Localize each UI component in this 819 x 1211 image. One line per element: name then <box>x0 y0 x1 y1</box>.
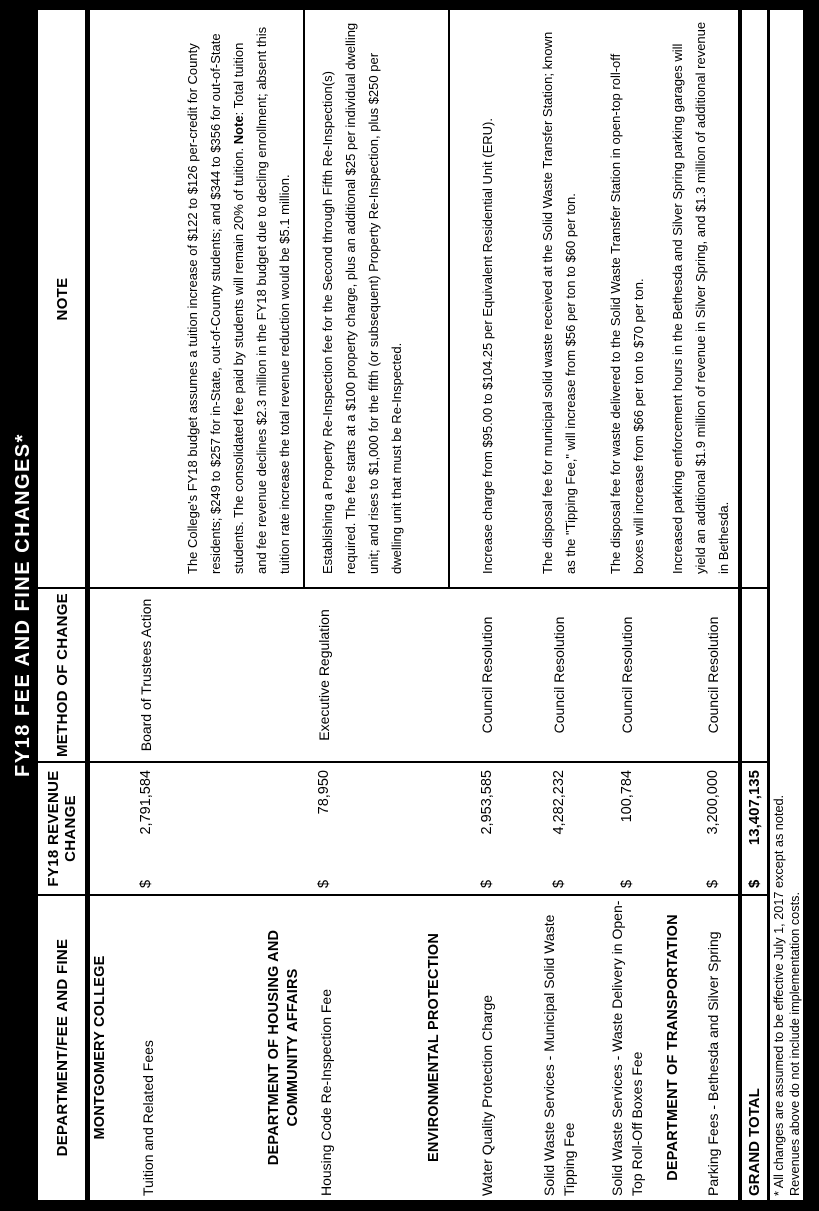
column-divider-department-revenue <box>38 894 768 896</box>
grand-total-bottom-rule <box>767 10 770 1200</box>
amount-value: 3,200,000 <box>704 770 721 835</box>
footnotes <box>768 10 803 1200</box>
column-header-revenue: FY18 REVENUE CHANGE <box>45 770 79 887</box>
note-tuition: The College's FY18 budget assumes a tuition increase of $122 to $126 per-credit for County residents; $249 to $257 for in-State, out-of-County students; and $344 to $356 for out-of-State students. The consolidated fee paid by students will remain 20% of tuition. Note: Total tuition and fee revenue declines $2.3 million in the FY18 budget due to decling enrollment; absent this tuition rate increase the total revenue reduction would be $5.1 million. <box>185 26 292 574</box>
footnote-line: Revenues above do not include implementation costs. <box>788 892 802 1196</box>
fee-name-water-quality: Water Quality Protection Charge <box>479 994 495 1196</box>
column-divider-revenue-method <box>38 761 768 763</box>
currency-sign: $ <box>704 879 721 888</box>
grand-total-top-rule <box>738 10 742 1200</box>
amount-value: 13,407,135 <box>745 770 763 846</box>
fee-table <box>38 10 768 1200</box>
column-divider-method-note <box>38 587 768 589</box>
header-bottom-rule <box>85 10 90 1200</box>
fee-name-tuition: Tuition and Related Fees <box>140 1040 156 1196</box>
fee-name-rolloff: Solid Waste Services - Waste Delivery in Open-Top Roll-Off Boxes Fee <box>609 900 645 1196</box>
currency-sign: $ <box>138 879 154 888</box>
note-rolloff: The disposal fee for waste delivered to the Solid Waste Transfer Station in open-top roll-off boxes will increase from $66 per ton to $70 per ton. <box>608 53 646 574</box>
amount-value: 4,282,232 <box>551 770 567 835</box>
currency-sign: $ <box>551 879 567 888</box>
method-rolloff: Council Resolution <box>619 616 635 734</box>
column-header-method: METHOD OF CHANGE <box>53 593 71 757</box>
section-montgomery-college: MONTGOMERY COLLEGE <box>91 955 108 1140</box>
column-header-note: NOTE <box>53 277 71 321</box>
revenue-tuition <box>114 762 264 895</box>
revenue-parking <box>685 762 740 895</box>
amount-value: 100,784 <box>619 770 635 823</box>
revenue-housing-code <box>304 762 419 895</box>
note-divider-1 <box>303 10 305 589</box>
section-environmental: ENVIRONMENTAL PROTECTION <box>425 932 442 1163</box>
table-title-bar <box>8 10 38 1200</box>
currency-sign: $ <box>619 879 635 888</box>
method-tuition: Board of Trustees Action <box>138 598 154 752</box>
currency-sign: $ <box>745 879 763 888</box>
note-parking: Increased parking enforcement hours in the Bethesda and Silver Spring parking garages will yield an additional $1.9 million of revenue in Silver Spring, and $1.3 million of additional revenue in Bethesda. <box>670 21 731 574</box>
fee-name-parking: Parking Fees - Bethesda and Silver Spring <box>704 931 721 1196</box>
note-tipping: The disposal fee for municipal solid waste received at the Solid Waste Transfer Station; known as the "Tipping Fee," will increase from $56 per ton to $60 per ton. <box>540 31 578 574</box>
section-transportation: DEPARTMENT OF TRANSPORTATION <box>664 914 681 1181</box>
fee-name-tipping: Solid Waste Services - Municipal Solid Waste Tipping Fee <box>541 914 577 1196</box>
grand-total-amount <box>740 762 768 895</box>
amount-value: 78,950 <box>316 770 332 815</box>
grand-total-label: GRAND TOTAL <box>745 1088 763 1196</box>
method-tipping: Council Resolution <box>551 616 567 734</box>
method-housing-code: Executive Regulation <box>316 609 332 741</box>
note-housing-code: Establishing a Property Re-Inspection fee for the Second through Fifth Re-Inspection(s) required. The fee starts at a $100 property charge, plus an additional $25 per individual dwelling unit; and rises to $1,000 for the fifth (or subsequent) Property Re-Inspection, plus $250 per dwelling unit that must be Re-Inspected. <box>320 22 404 574</box>
section-housing: DEPARTMENT OF HOUSING AND COMMUNITY AFFAIRS <box>266 929 301 1166</box>
amount-value: 2,791,584 <box>138 770 154 835</box>
method-parking: Council Resolution <box>704 616 721 734</box>
column-header-department: DEPARTMENT/FEE AND FINE <box>53 938 71 1157</box>
fee-name-housing-code: Housing Code Re-Inspection Fee <box>318 988 334 1196</box>
table-title: FY18 FEE AND FINE CHANGES* <box>11 433 34 777</box>
note-divider-2 <box>448 10 450 589</box>
revenue-tipping <box>525 762 593 895</box>
method-water-quality: Council Resolution <box>479 616 495 734</box>
amount-value: 2,953,585 <box>479 770 495 835</box>
revenue-rolloff <box>593 762 661 895</box>
footnote-line: * All changes are assumed to be effective July 1, 2017 except as noted. <box>772 794 786 1196</box>
revenue-water-quality <box>449 762 525 895</box>
note-water-quality: Increase charge from $95.00 to $104.25 per Equivalent Residential Unit (ERU). <box>479 118 495 574</box>
currency-sign: $ <box>479 879 495 888</box>
currency-sign: $ <box>316 879 332 888</box>
